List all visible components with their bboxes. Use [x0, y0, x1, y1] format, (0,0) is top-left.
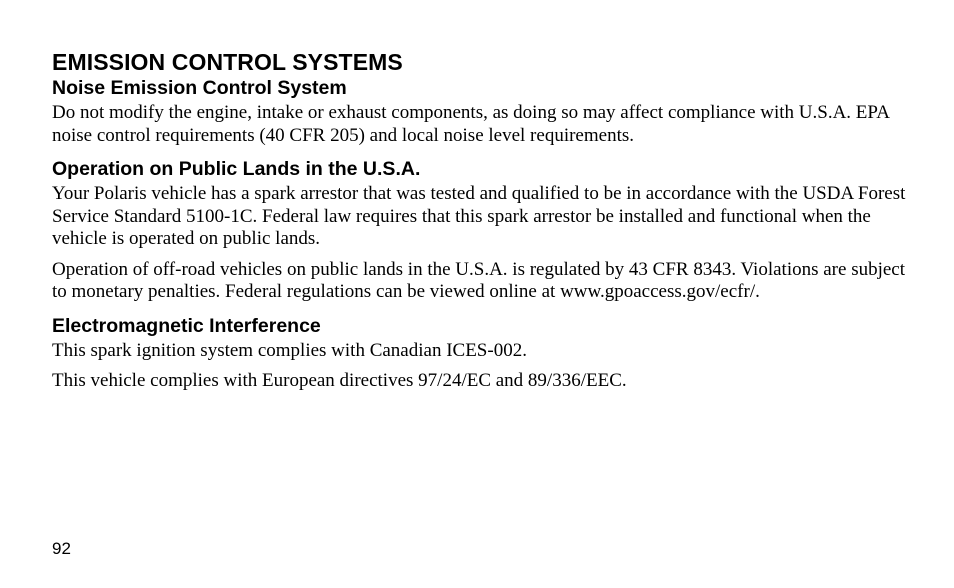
section-heading-noise-emission: Noise Emission Control System — [52, 77, 347, 99]
noise-emission-paragraph: Do not modify the engine, intake or exhaust components, as doing so may affect compliance with U.S.A. EPA noise control requirements (40 CFR 205) and local noise level requirements. — [52, 102, 889, 146]
page-title: EMISSION CONTROL SYSTEMS — [52, 49, 403, 75]
page-number: 92 — [52, 539, 71, 558]
section-heading-electromagnetic: Electromagnetic Interference — [52, 314, 321, 337]
european-compliance-paragraph: This vehicle complies with European directives 97/24/EC and 89/336/EEC. — [52, 370, 627, 391]
public-lands-regulation-paragraph: Operation of off-road vehicles on public lands in the U.S.A. is regulated by 43 CFR 8343. Violations are subject to monetary penalties. Federal regulations can be viewed online at www.gpoaccess.gov/ecfr/. — [52, 258, 906, 302]
page-content — [52, 48, 912, 393]
canadian-compliance-paragraph: This spark ignition system complies with Canadian ICES-002. — [52, 339, 527, 361]
spark-arrestor-paragraph: Your Polaris vehicle has a spark arrestor that was tested and qualified to be in accordance with the USDA Forest Service Standard 5100-1C. Federal law requires that this spark arrestor be installed and functional when the vehicle is operated on public lands. — [52, 183, 906, 249]
section-heading-public-lands: Operation on Public Lands in the U.S.A. — [52, 158, 421, 180]
